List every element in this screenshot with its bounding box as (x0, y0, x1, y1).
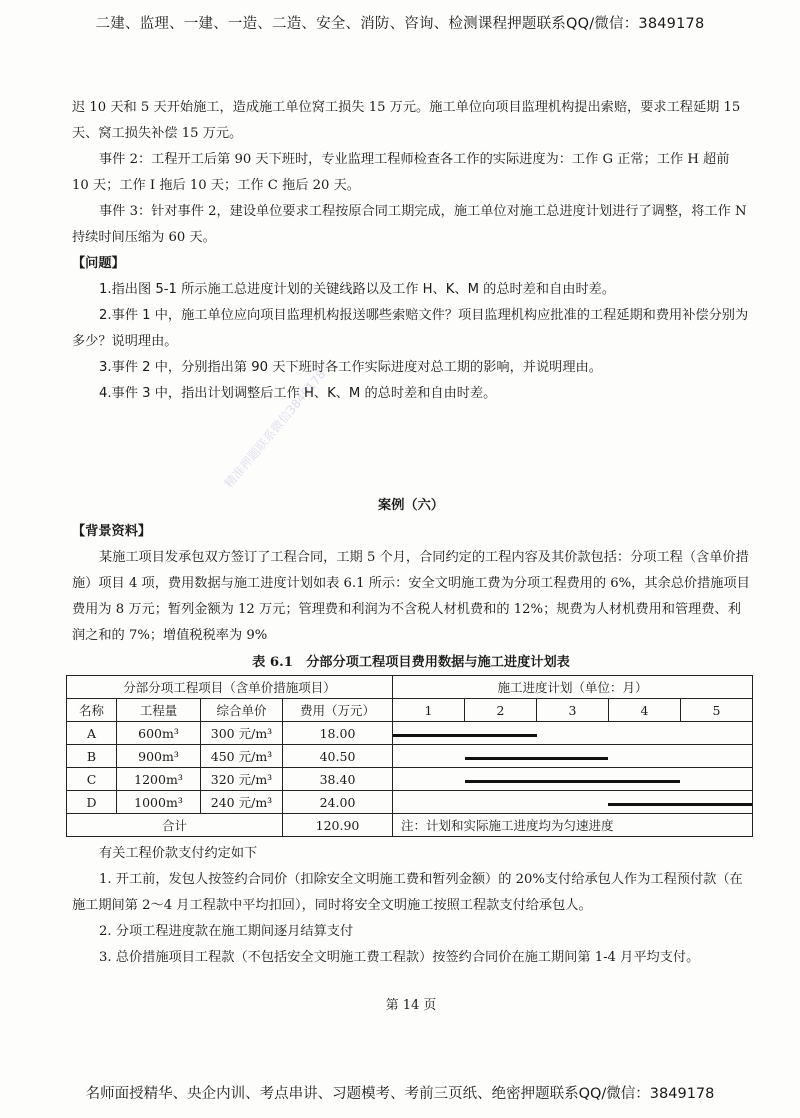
case-title: 案例（六） (378, 498, 444, 513)
row-price: 240 元/m³ (201, 791, 283, 814)
event-2-paragraph: 事件 2：工程开工后第 90 天下班时，专业监理工程师检查各工作的实际进度为：工作 G 正常；工作 H 超前 10 天；工作 I 拖后 10 天；工作 C 拖后 20 天。 (72, 152, 730, 193)
question-2: 2.事件 1 中，施工单位应向项目监理机构报送哪些索赔文件？项目监理机构应批准的工程延期和费用补偿分别为多少？说明理由。 (72, 308, 749, 349)
payment-item-1: 1. 开工前，发包人按签约合同价（扣除安全文明施工费和暂列金额）的 20%支付给承包人作为工程预付款（在施工期间第 2～4 月工程款中平均扣回），同时将安全文明施工按照工程款支付给承包人。 (72, 872, 743, 913)
col-header-price: 综合单价 (201, 699, 283, 722)
total-label: 合计 (67, 814, 283, 837)
row-qty: 900m³ (117, 745, 201, 768)
question-1: 1.指出图 5-1 所示施工总进度计划的关键线路以及工作 H、K、M 的总时差和自由时差。 (99, 282, 616, 297)
col-header-cost: 费用（万元） (283, 699, 393, 722)
row-cost: 18.00 (283, 722, 393, 745)
schedule-bar-A (393, 734, 537, 737)
intro-paragraph: 迟 10 天和 5 天开始施工，造成施工单位窝工损失 15 万元。施工单位向项目监理机构提出索赔，要求工程延期 15 天、窝工损失补偿 15 万元。 (72, 100, 741, 141)
group-header-items: 分部分项工程项目（含单价措施项目） (67, 676, 393, 699)
month-header-2: 2 (465, 699, 537, 722)
page-header: 二建、监理、一建、一造、二造、安全、消防、咨询、检测课程押题联系QQ/微信：3849178 (95, 16, 705, 32)
payment-item-3: 3. 总价措施项目工程款（不包括安全文明施工费工程款）按签约合同价在施工期间第 1-4 月平均支付。 (99, 950, 700, 965)
row-cost: 40.50 (283, 745, 393, 768)
row-name: C (67, 768, 117, 791)
schedule-table (66, 675, 753, 837)
month-header-1: 1 (393, 699, 465, 722)
table-note: 注：计划和实际施工进度均为匀速进度 (393, 814, 753, 837)
schedule-bar-D (608, 803, 752, 806)
total-value: 120.90 (283, 814, 393, 837)
schedule-bar-cell (393, 745, 753, 768)
row-name: A (67, 722, 117, 745)
table-caption: 表 6.1 分部分项工程项目费用数据与施工进度计划表 (252, 655, 570, 670)
month-header-5: 5 (681, 699, 753, 722)
document-body (72, 95, 750, 1019)
table-row (67, 722, 753, 745)
row-name: D (67, 791, 117, 814)
row-qty: 1200m³ (117, 768, 201, 791)
background-text: 某施工项目发承包双方签订了工程合同，工期 5 个月，合同约定的工程内容及其价款包括：分项工程（含单价措施）项目 4 项，费用数据与施工进度计划如表 6.1 所示：安全文明施工费为分项工程费用的 6%，其余总价措施项目费用为 8 万元；暂列金额为 12 万元；管理费和利润为不含税人材机费和的 12%；规费为人材机费用和管理费、利润之和的 7%；增值税税率为 9% (72, 550, 750, 643)
question-3: 3.事件 2 中，分别指出第 90 天下班时各工作实际进度对总工期的影响，并说明理由。 (99, 360, 602, 375)
questions-heading: 【问题】 (72, 256, 125, 271)
background-heading: 【背景资料】 (72, 524, 152, 539)
row-name: B (67, 745, 117, 768)
schedule-bar-cell (393, 791, 753, 814)
row-cost: 24.00 (283, 791, 393, 814)
schedule-bar-cell (393, 768, 753, 791)
question-4: 4.事件 3 中，指出计划调整后工作 H、K、M 的总时差和自由时差。 (99, 386, 497, 401)
payment-item-2: 2. 分项工程进度款在施工期间逐月结算支付 (99, 924, 354, 939)
schedule-bar-cell (393, 722, 753, 745)
row-price: 300 元/m³ (201, 722, 283, 745)
watermark: 精准押题联系微信3849178 (221, 367, 329, 491)
group-header-schedule: 施工进度计划（单位：月） (393, 676, 753, 699)
month-header-4: 4 (609, 699, 681, 722)
page-footer: 名师面授精华、央企内训、考点串讲、习题模考、考前三页纸、绝密押题联系QQ/微信：3849178 (85, 1086, 715, 1102)
col-header-name: 名称 (67, 699, 117, 722)
row-price: 320 元/m³ (201, 768, 283, 791)
page-number: 第 14 页 (385, 998, 437, 1013)
table-row (67, 768, 753, 791)
row-price: 450 元/m³ (201, 745, 283, 768)
row-qty: 600m³ (117, 722, 201, 745)
row-qty: 1000m³ (117, 791, 201, 814)
table-row (67, 791, 753, 814)
payment-intro: 有关工程价款支付约定如下 (99, 846, 258, 861)
table-row (67, 745, 753, 768)
month-header-3: 3 (537, 699, 609, 722)
event-3-paragraph: 事件 3：针对事件 2，建设单位要求工程按原合同工期完成，施工单位对施工总进度计划进行了调整，将工作 N 持续时间压缩为 60 天。 (72, 204, 747, 245)
col-header-qty: 工程量 (117, 699, 201, 722)
schedule-bar-C (465, 780, 680, 783)
row-cost: 38.40 (283, 768, 393, 791)
schedule-bar-B (465, 757, 609, 760)
